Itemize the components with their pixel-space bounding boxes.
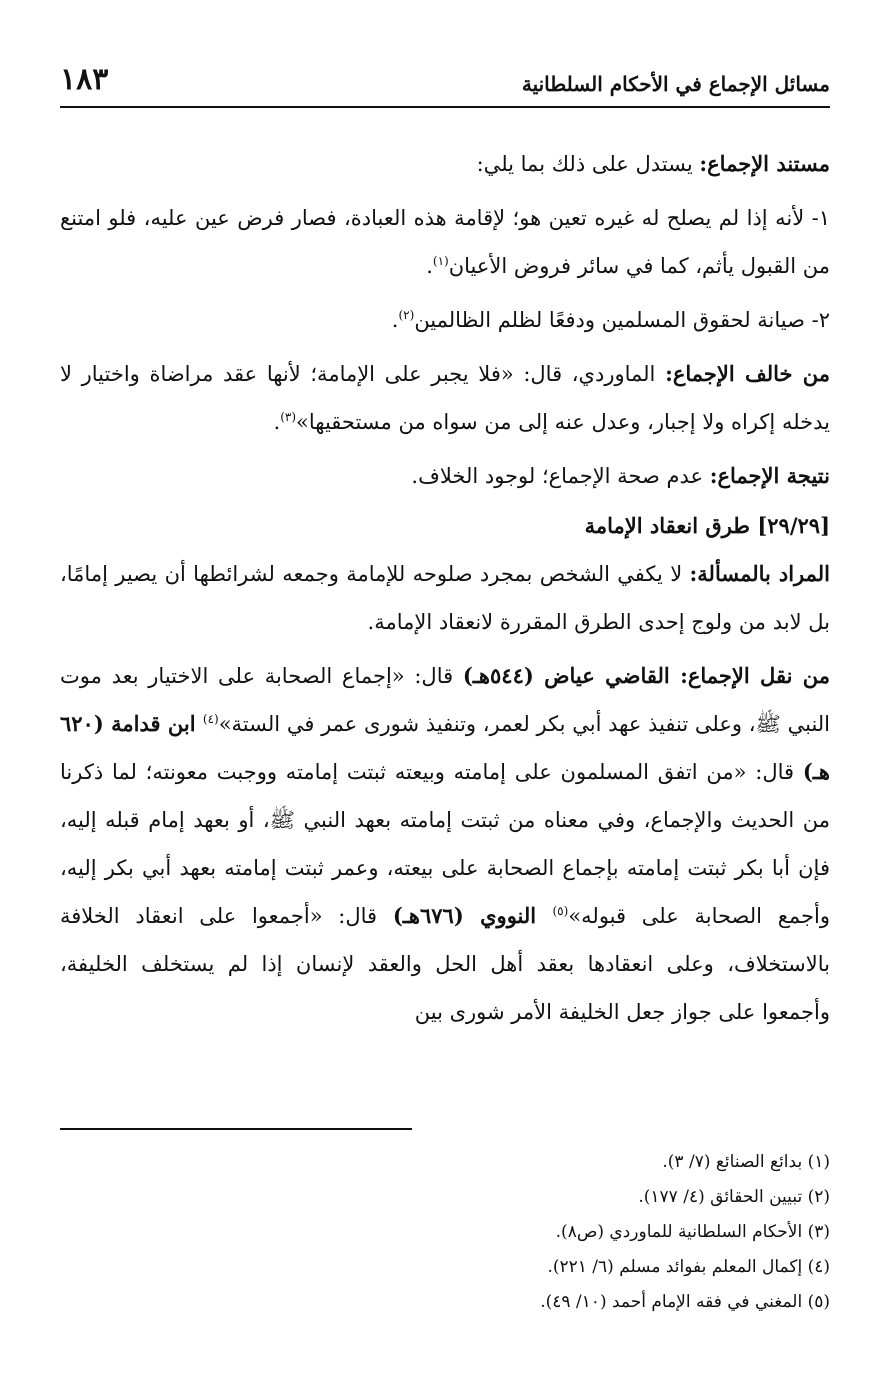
running-header: [60, 60, 830, 105]
page-number: ١٨٣: [60, 62, 109, 97]
label-dissent: من خالف الإجماع:: [665, 361, 831, 386]
scholar-name: ابن قدامة (٦٢٠ هـ): [60, 711, 830, 784]
footnote: (٤) إكمال المعلم بفوائد مسلم (٦/ ٢٢١).: [547, 1257, 830, 1277]
label-result: نتيجة الإجماع:: [709, 463, 830, 488]
footnote-ref: (٤): [202, 712, 219, 726]
text: يستدل على ذلك بما يلي:: [476, 152, 700, 176]
paragraph-result: [60, 452, 830, 500]
text: قال: «إجماع الصحابة على الاختيار بعد موت النبي ﷺ، وعلى تنفيذ عهد أبي بكر لعمر، وتنفيذ شورى عمر في الستة»: [60, 664, 831, 736]
footnote-ref: (٣): [280, 410, 297, 424]
paragraph-evidence-2: [60, 296, 830, 344]
text: لا يكفي الشخص بمجرد صلوحه للإمامة وجمعه لشرائطها أن يصير إمامًا، بل لابد من ولوج إحدى الطرق المقررة لانعقاد الإمامة.: [60, 562, 830, 634]
label-transmitters: من نقل الإجماع:: [680, 663, 830, 688]
footnote-ref: (١): [432, 254, 449, 268]
text: .: [426, 254, 433, 278]
text: عدم صحة الإجماع؛ لوجود الخلاف.: [411, 464, 710, 488]
text: .: [391, 308, 399, 332]
text: قال: «من اتفق المسلمون على إمامته وبيعته ثبتت إمامته ووجبت معونته؛ لما ذكرنا من الحديث والإجماع، وفي معناه من ثبتت إمامته بعهد النبي ﷺ، أو بعهد إمام قبله إليه، فإن أبا بكر ثبتت إمامته بإجماع الصحابة على بيعته، وعمر ثبتت إمامته بعهد أبي بكر إليه، وأجمع الصحابة على قبوله»: [60, 760, 830, 928]
label-meaning: المراد بالمسألة:: [689, 561, 830, 586]
footnote-divider: [60, 1128, 412, 1130]
scholar-name: القاضي عياض (٥٤٤هـ): [462, 663, 681, 688]
paragraph-evidence-1: [60, 194, 830, 290]
scholar-name: النووي (٦٧٦هـ): [392, 903, 553, 928]
footnotes: [60, 1145, 830, 1320]
footnote-ref: (٥): [552, 904, 569, 918]
text: الماوردي، قال: «فلا يجبر على الإمامة؛ لأنها عقد مراضاة واختيار لا يدخله إكراه ولا إجبار، وعدل عنه إلى من سواه من مستحقيها»: [60, 362, 830, 434]
footnote-ref: (٢): [398, 308, 415, 322]
header-rule: [60, 106, 830, 108]
paragraph-evidence-intro: [60, 140, 830, 188]
footnote: (٣) الأحكام السلطانية للماوردي (ص٨).: [555, 1222, 830, 1242]
text: قال: «أجمعوا على انعقاد الخلافة بالاستخلاف، وعلى انعقادها بعقد أهل الحل والعقد لإنسان إذا لم يستخلف الخليفة، وأجمعوا على جواز جعل الخليفة الأمر شورى بين: [60, 904, 830, 1024]
book-page: [60, 60, 830, 1360]
label-evidence: مستند الإجماع:: [699, 151, 830, 176]
paragraph-consensus-transmitters: [60, 652, 830, 1036]
paragraph-meaning: [60, 550, 830, 646]
footnote: (٥) المغني في فقه الإمام أحمد (١٠/ ٤٩).: [540, 1292, 830, 1312]
main-text: [60, 140, 830, 1042]
text: ١- لأنه إذا لم يصلح له غيره تعين هو؛ لإقامة هذه العبادة، فصار فرض عين عليه، فلو امتنع من القبول يأثم، كما في سائر فروض الأعيان: [60, 206, 830, 278]
footnote: (٢) تبيين الحقائق (٤/ ١٧٧).: [638, 1187, 830, 1207]
running-title: مسائل الإجماع في الأحكام السلطانية: [521, 72, 830, 96]
text: ٢- صيانة لحقوق المسلمين ودفعًا لظلم الظالمين: [414, 308, 830, 332]
paragraph-dissent: [60, 350, 830, 446]
text: .: [273, 410, 281, 434]
footnote: (١) بدائع الصنائع (٧/ ٣).: [662, 1152, 830, 1172]
section-heading: [٢٩/٢٩] طرق انعقاد الإمامة: [584, 513, 830, 538]
